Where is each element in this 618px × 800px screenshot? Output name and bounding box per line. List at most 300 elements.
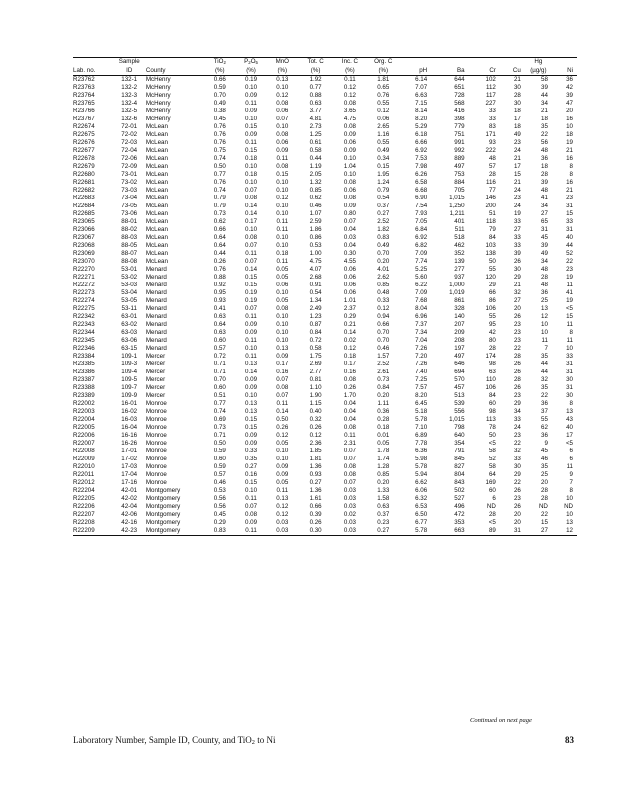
cell-cr: 138: [485, 249, 496, 257]
cell-ni: 30: [566, 392, 573, 400]
cell-hg: 56: [541, 139, 548, 147]
cell-lab-no: R22204: [73, 487, 95, 494]
cell-ph: 7.93: [415, 210, 428, 218]
cell-hg: 12: [541, 313, 548, 321]
table-row: [73, 527, 577, 535]
cell-tio2: 0.59: [213, 447, 226, 455]
cell-ni: 20: [566, 107, 573, 115]
header-ba: Ba: [431, 67, 468, 76]
table-row: [73, 116, 577, 124]
cell-lab-no: R22344: [73, 329, 95, 336]
cell-mno: 0.10: [276, 242, 289, 249]
cell-cu: 29: [513, 273, 521, 281]
cell-tio2: 0.71: [213, 368, 226, 376]
cell-ph: 6.62: [415, 479, 428, 487]
cell-ni: 23: [566, 265, 573, 273]
cell-p2o5: 0.15: [245, 415, 258, 423]
cell-p2o5: 0.08: [245, 234, 258, 241]
cell-tot-c: 0.26: [309, 518, 322, 526]
cell-hg: 44: [541, 360, 548, 368]
cell-cr: 102: [485, 75, 496, 83]
cell-cu: 39: [513, 249, 521, 257]
cell-cr: 146: [485, 194, 496, 202]
cell-ni: 19: [566, 139, 573, 147]
cell-hg: 22: [541, 510, 548, 518]
cell-ni: 8: [569, 162, 573, 170]
cell-cr: 89: [469, 527, 500, 535]
cell-county: Menard: [145, 289, 167, 297]
cell-p2o5: 0.09: [245, 439, 258, 447]
table-row: [73, 100, 577, 108]
cell-p2o5: 0.11: [235, 527, 266, 535]
cell-lab-no: R22677: [73, 147, 95, 154]
cell-mno: 0.03: [276, 518, 289, 526]
cell-p2o5: 0.11: [245, 336, 257, 344]
cell-county: McLean: [145, 162, 168, 170]
cell-mno: 0.16: [276, 368, 289, 376]
cell-ph: 6.90: [415, 194, 428, 202]
cell-lab-no: R22676: [73, 139, 95, 147]
cell-p2o5: 0.11: [245, 352, 257, 360]
cell-cr: 66: [488, 289, 496, 297]
cell-ba: 1,015: [449, 415, 465, 423]
cell-tot-c: 1.81: [309, 455, 322, 463]
cell-sample-id: 73-05: [121, 202, 138, 210]
page-caption: Laboratory Number, Sample ID, County, and TiO$_2$ to Ni: [73, 735, 276, 746]
cell-ph: 7.07: [415, 83, 428, 91]
cell-cu: 23: [513, 194, 521, 202]
table-row: [73, 297, 577, 305]
cell-lab-no: R22678: [73, 155, 95, 162]
cell-mno: 0.50: [276, 415, 289, 423]
header-lab-no: Lab. no.: [73, 67, 113, 76]
cell-tot-c: 0.84: [309, 329, 322, 336]
cell-sample-id: 109-1: [121, 352, 138, 360]
cell-hg: ND: [538, 502, 548, 510]
cell-hg: 48: [541, 147, 548, 154]
cell-tot-c: 0.66: [309, 502, 322, 510]
cell-cu: 22: [513, 344, 521, 352]
cell-lab-no: R22012: [73, 479, 95, 487]
cell-ni: 6: [569, 447, 573, 455]
cell-inc-c: 0.06: [343, 139, 356, 147]
cell-ph: 6.06: [415, 487, 428, 494]
cell-mno: 0.05: [276, 297, 289, 305]
cell-inc-c: 0.30: [343, 249, 356, 257]
cell-county: Menard: [145, 273, 167, 281]
cell-county: Mercer: [145, 360, 166, 368]
cell-tot-c: 0.44: [309, 155, 322, 162]
cell-lab-no: R22684: [73, 202, 95, 210]
table-body: [73, 76, 577, 536]
cell-hg: 36: [541, 431, 548, 439]
cell-inc-c: 0.03: [343, 495, 356, 502]
cell-inc-c: 0.03: [333, 527, 366, 535]
cell-tot-c: 0.40: [309, 408, 322, 415]
cell-lab-no: R22674: [73, 123, 95, 131]
cell-county: McHenry: [145, 83, 171, 91]
cell-ph: 7.98: [415, 162, 428, 170]
cell-org-c: 2.61: [377, 368, 390, 376]
cell-inc-c: 2.31: [343, 439, 356, 447]
cell-ba: 791: [454, 447, 465, 455]
cell-county: McHenry: [145, 75, 171, 83]
table-row: [73, 471, 577, 479]
cell-cr: 78: [488, 423, 496, 431]
cell-ni: 11: [566, 321, 573, 328]
cell-ba: 416: [454, 107, 465, 115]
cell-tio2: 0.38: [213, 107, 226, 115]
cell-cr: 174: [485, 352, 496, 360]
cell-org-c: 1.82: [377, 226, 390, 234]
cell-lab-no: R22272: [73, 281, 95, 289]
cell-lab-no: R23384: [73, 352, 95, 360]
cell-inc-c: 4.55: [343, 257, 356, 265]
cell-cu: 33: [513, 234, 521, 241]
cell-county: Menard: [145, 329, 167, 336]
cell-mno: 0.10: [276, 178, 289, 186]
cell-p2o5: 0.15: [245, 273, 258, 281]
cell-tio2: 0.45: [213, 510, 226, 518]
table-row: [73, 123, 577, 131]
cell-tot-c: 2.68: [309, 273, 322, 281]
cell-ni: 10: [566, 495, 573, 502]
table-row: [73, 440, 577, 448]
cell-inc-c: 0.09: [343, 147, 356, 154]
table-row: [73, 321, 577, 329]
cell-cu: 28: [513, 376, 521, 384]
table-row: [73, 424, 577, 432]
table-row: [73, 456, 577, 464]
cell-county: Monroe: [145, 439, 167, 447]
cell-county: Mercer: [145, 376, 166, 384]
cell-inc-c: 0.11: [344, 75, 356, 83]
cell-inc-c: 0.04: [343, 226, 356, 234]
cell-ph: 6.77: [415, 518, 428, 526]
cell-hg: 35: [541, 123, 548, 131]
cell-org-c: 0.05: [377, 439, 390, 447]
cell-p2o5: 0.11: [245, 99, 257, 107]
cell-cu: 26: [513, 257, 521, 265]
cell-tio2: 0.60: [213, 336, 226, 344]
cell-inc-c: 0.04: [343, 400, 356, 407]
cell-mno: 0.11: [276, 487, 289, 494]
cell-county: McLean: [145, 202, 168, 210]
cell-cr: 200: [485, 202, 496, 210]
cell-sample-id: 73-06: [121, 210, 138, 218]
cell-tot-c: 0.91: [309, 281, 322, 289]
cell-cu: 33: [513, 415, 521, 423]
cell-tio2: 0.70: [213, 91, 226, 99]
cell-lab-no: R22683: [73, 194, 95, 202]
cell-ph: 6.92: [415, 147, 428, 154]
cell-org-c: 0.76: [377, 91, 390, 99]
cell-inc-c: 0.10: [343, 170, 356, 178]
cell-p2o5: 0.19: [245, 75, 258, 83]
cell-p2o5: 0.15: [245, 423, 258, 431]
table-row: [73, 376, 577, 384]
cell-p2o5: 0.08: [245, 510, 258, 518]
cell-county: McHenry: [145, 115, 171, 123]
cell-tio2: 0.57: [213, 471, 226, 479]
cell-sample-id: 42-04: [121, 502, 138, 510]
cell-org-c: 0.20: [377, 257, 390, 265]
cell-sample-id: 16-16: [121, 431, 138, 439]
cell-hg: 7: [544, 344, 548, 352]
cell-inc-c: 0.06: [343, 265, 356, 273]
cell-tio2: 0.46: [213, 479, 226, 487]
cell-lab-no: R23762: [73, 75, 95, 83]
cell-ba: 527: [454, 495, 465, 502]
cell-ba: 753: [454, 170, 465, 178]
cell-hg: 18: [541, 162, 548, 170]
table-row: [73, 258, 577, 266]
cell-tio2: 0.44: [213, 249, 226, 257]
cell-cr: 50: [488, 257, 496, 265]
cell-hg: 48: [541, 186, 548, 194]
cell-cu: 33: [513, 242, 521, 249]
cell-county: McLean: [145, 234, 168, 241]
cell-cr: 117: [485, 91, 496, 99]
cell-sample-id: 53-01: [121, 265, 138, 273]
cell-cr: 58: [488, 447, 496, 455]
cell-tio2: 0.76: [213, 265, 226, 273]
cell-sample-id: 53-04: [121, 289, 138, 297]
cell-cu: 26: [513, 502, 521, 510]
cell-org-c: 0.18: [377, 423, 390, 431]
cell-ni: 23: [566, 194, 573, 202]
cell-cu: 30: [513, 83, 521, 91]
cell-sample-id: 17-02: [121, 455, 138, 463]
cell-tot-c: 2.36: [309, 439, 322, 447]
cell-cu: 24: [513, 147, 521, 154]
cell-org-c: 1.24: [377, 178, 390, 186]
cell-sample-id: 17-16: [121, 479, 138, 487]
header-mno: MnO: [267, 58, 298, 67]
table-row: [73, 432, 577, 440]
cell-hg: 20: [541, 479, 548, 487]
cell-ph: 5.78: [415, 415, 428, 423]
cell-org-c: 0.37: [377, 510, 390, 518]
cell-inc-c: 0.07: [343, 218, 356, 226]
cell-hg: 48: [541, 265, 548, 273]
cell-hg: 44: [541, 368, 548, 376]
cell-county: Mercer: [145, 368, 166, 376]
cell-tot-c: 1.90: [309, 392, 322, 400]
cell-county: Montgomery: [145, 502, 181, 510]
cell-cr: 93: [488, 139, 496, 147]
cell-p2o5: 0.09: [245, 107, 258, 115]
table-row: [73, 108, 577, 116]
header-tot-c-unit: (%): [298, 67, 333, 76]
cell-ba: 398: [454, 115, 465, 123]
cell-ni: 7: [569, 479, 573, 487]
cell-cr: 55: [488, 265, 496, 273]
cell-inc-c: 0.18: [343, 352, 356, 360]
cell-inc-c: 0.08: [343, 376, 356, 384]
cell-sample-id: 16-04: [121, 423, 138, 431]
cell-tio2: 0.73: [213, 423, 226, 431]
cell-inc-c: 0.14: [343, 329, 356, 336]
cell-p2o5: 0.07: [245, 502, 258, 510]
cell-county: Menard: [145, 313, 167, 321]
table-row: [73, 408, 577, 416]
table-row: [73, 345, 577, 353]
table-row: [73, 147, 577, 155]
cell-p2o5: 0.10: [245, 344, 258, 352]
cell-sample-id: 88-01: [121, 218, 138, 226]
cell-cr: 79: [488, 226, 496, 234]
cell-mno: 0.09: [276, 471, 289, 479]
cell-cu: 21: [513, 281, 521, 289]
cell-county: Monroe: [145, 471, 167, 479]
cell-p2o5: 0.09: [245, 384, 258, 392]
cell-org-c: 0.66: [377, 321, 390, 328]
cell-ba: 651: [454, 83, 465, 91]
cell-hg: 46: [541, 455, 548, 463]
cell-sample-id: 72-09: [121, 162, 138, 170]
cell-cr: 227: [485, 99, 496, 107]
header-sample: Sample: [113, 58, 146, 67]
cell-ph: 5.78: [415, 463, 428, 471]
table-row: [73, 495, 577, 503]
cell-cr: 112: [485, 83, 496, 91]
cell-mno: 0.12: [276, 510, 289, 518]
cell-ba: 779: [454, 123, 465, 131]
cell-mno: 0.11: [276, 257, 289, 265]
table-row: [73, 416, 577, 424]
cell-ni: 8: [569, 487, 573, 494]
cell-inc-c: 0.08: [343, 99, 356, 107]
cell-ph: 8.20: [415, 392, 428, 400]
cell-cr: 60: [488, 400, 496, 407]
cell-mno: 0.10: [276, 313, 289, 321]
cell-cr: 6: [492, 495, 496, 502]
cell-cr: 28: [488, 170, 496, 178]
cell-lab-no: R22205: [73, 495, 95, 502]
cell-lab-no: R22207: [73, 510, 95, 518]
cell-ba: 496: [454, 502, 465, 510]
cell-mno: 0.06: [276, 107, 289, 115]
cell-inc-c: 0.06: [343, 289, 356, 297]
cell-org-c: 0.12: [377, 305, 390, 313]
cell-inc-c: 0.04: [343, 408, 356, 415]
table-row: [73, 487, 577, 495]
cell-tio2: 0.49: [213, 99, 226, 107]
cell-p2o5: 0.15: [245, 281, 258, 289]
cell-hg: 15: [541, 518, 548, 526]
cell-mno: 0.11: [276, 226, 289, 234]
cell-tio2: 0.74: [213, 186, 226, 194]
cell-ba: 539: [454, 400, 465, 407]
cell-ph: 6.82: [415, 242, 428, 249]
cell-ph: 8.20: [415, 115, 428, 123]
cell-county: Monroe: [145, 415, 167, 423]
cell-tio2: 0.88: [213, 273, 226, 281]
cell-mno: 0.10: [276, 83, 289, 91]
cell-ni: 31: [566, 202, 573, 210]
cell-sample-id: 53-11: [121, 305, 137, 313]
cell-cu: 23: [513, 329, 521, 336]
table-row: [73, 329, 577, 337]
cell-ph: 7.04: [415, 336, 428, 344]
cell-county: McHenry: [145, 107, 171, 115]
cell-ph: 5.25: [415, 265, 428, 273]
cell-hg: 36: [541, 400, 548, 407]
cell-ni: 13: [566, 408, 573, 415]
cell-tot-c: 0.88: [309, 91, 322, 99]
cell-lab-no: R22346: [73, 344, 95, 352]
cell-inc-c: 1.04: [343, 162, 356, 170]
cell-ph: 6.53: [415, 502, 428, 510]
cell-mno: 0.10: [276, 289, 289, 297]
cell-p2o5: 0.08: [245, 194, 258, 202]
cell-mno: 0.26: [276, 423, 289, 431]
cell-tot-c: 1.34: [309, 297, 322, 305]
cell-p2o5: 0.10: [245, 178, 258, 186]
cell-ba: 1,015: [449, 194, 465, 202]
cell-county: Mercer: [145, 352, 166, 360]
cell-tio2: 0.64: [213, 242, 226, 249]
cell-sample-id: 42-16: [121, 518, 138, 526]
cell-ph: 6.92: [415, 234, 428, 241]
cell-tot-c: 1.15: [309, 400, 322, 407]
cell-cr: 55: [488, 313, 496, 321]
cell-lab-no: R22011: [73, 471, 95, 479]
cell-hg: 55: [541, 415, 548, 423]
cell-p2o5: 0.16: [245, 471, 258, 479]
cell-ba: 1,000: [449, 281, 465, 289]
cell-mno: 0.10: [276, 455, 289, 463]
cell-ni: 33: [566, 218, 573, 226]
cell-county: McLean: [145, 147, 168, 154]
cell-county: McLean: [145, 170, 168, 178]
cell-cr: 28: [488, 510, 496, 518]
cell-tio2: 0.53: [213, 487, 226, 494]
cell-ni: 41: [566, 289, 573, 297]
cell-ph: 6.63: [415, 91, 428, 99]
cell-org-c: 2.65: [377, 123, 390, 131]
cell-org-c: 0.70: [377, 329, 390, 336]
cell-hg: 39: [541, 242, 548, 249]
cell-ph: 7.54: [415, 202, 428, 210]
cell-mno: 0.10: [276, 329, 289, 336]
cell-org-c: 0.65: [377, 83, 390, 91]
cell-tot-c: 0.26: [309, 423, 322, 431]
cell-mno: 0.10: [276, 210, 289, 218]
cell-tot-c: 0.46: [309, 202, 322, 210]
cell-ba: 644: [454, 75, 465, 83]
cell-hg: 36: [541, 155, 548, 162]
cell-tio2: 0.77: [213, 170, 226, 178]
cell-sample-id: 63-03: [121, 329, 138, 336]
cell-inc-c: 0.07: [343, 479, 356, 487]
cell-mno: 0.07: [276, 115, 289, 123]
cell-lab-no: R23385: [73, 360, 95, 368]
cell-inc-c: 0.16: [343, 368, 356, 376]
cell-tot-c: 0.62: [309, 194, 322, 202]
cell-mno: 0.11: [276, 400, 289, 407]
cell-hg: 35: [541, 352, 548, 360]
table-row: [73, 195, 577, 203]
cell-tot-c: 0.93: [309, 471, 322, 479]
cell-hg: 25: [541, 471, 548, 479]
cell-hg: 37: [541, 408, 548, 415]
cell-sample-id: 42-06: [121, 510, 138, 518]
cell-cu: 23: [513, 392, 521, 400]
cell-p2o5: 0.15: [245, 123, 258, 131]
cell-ba: 502: [454, 487, 465, 494]
